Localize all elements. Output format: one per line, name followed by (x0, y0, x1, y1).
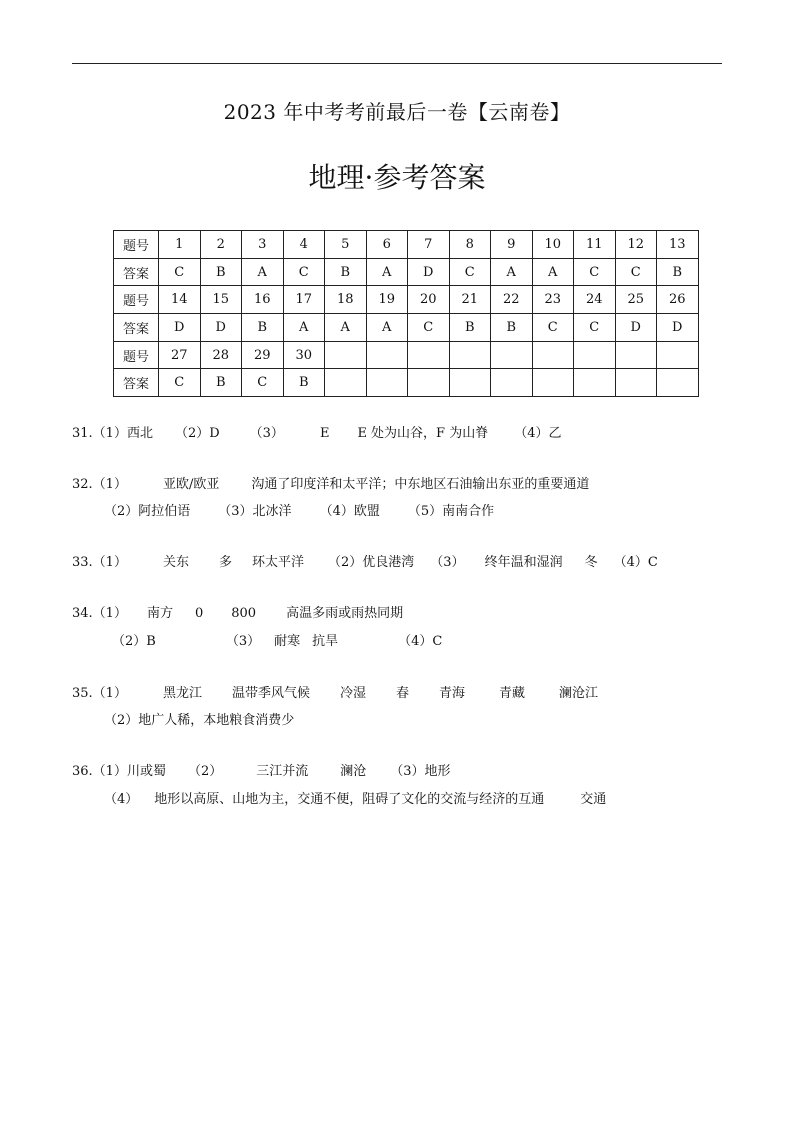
table-cell: 2 (200, 231, 242, 259)
answer-35-part: 黑龙江 (162, 686, 202, 701)
row-label: 题号 (114, 341, 159, 369)
table-cell (491, 369, 533, 397)
table-cell: C (574, 314, 616, 342)
table-cell: 22 (491, 286, 533, 314)
table-cell: A (366, 258, 408, 286)
table-cell: C (159, 369, 201, 397)
answer-32-line1 (72, 473, 589, 492)
table-cell: 15 (200, 286, 242, 314)
table-cell: B (242, 314, 284, 342)
page-subtitle: 地理·参考答案 (308, 161, 486, 194)
table-cell (366, 369, 408, 397)
table-cell: D (408, 258, 450, 286)
table-cell: C (159, 258, 201, 286)
table-cell: 3 (242, 231, 284, 259)
table-cell (615, 369, 657, 397)
table-cell: 16 (242, 286, 284, 314)
answer-32-part: （2）阿拉伯语 (104, 504, 191, 519)
answer-31 (72, 422, 562, 441)
table-cell: 23 (532, 286, 574, 314)
table-cell: B (283, 369, 325, 397)
table-cell: C (408, 314, 450, 342)
table-cell: 20 (408, 286, 450, 314)
table-cell: A (242, 258, 284, 286)
table-cell: B (491, 314, 533, 342)
row-label: 答案 (114, 314, 159, 342)
answer-34-part: （4）C (398, 634, 443, 649)
table-cell (532, 341, 574, 369)
table-cell: B (325, 258, 367, 286)
table-cell (615, 341, 657, 369)
table-cell (657, 341, 699, 369)
answer-31-part: E 处为山谷，F 为山脊 (357, 426, 489, 441)
table-cell: 12 (615, 231, 657, 259)
answer-31-part: E (319, 426, 330, 441)
table-cell: C (532, 314, 574, 342)
table-cell: 21 (449, 286, 491, 314)
table-cell: C (615, 258, 657, 286)
table-cell (532, 369, 574, 397)
table-row (114, 341, 699, 369)
answer-36-part: （2） (187, 764, 223, 779)
table-cell (449, 341, 491, 369)
table-cell (449, 369, 491, 397)
answer-36-part: （4） (104, 792, 139, 807)
answer-34-part: （3） (225, 634, 261, 649)
answer-34-part: 800 (231, 606, 257, 621)
table-cell: 26 (657, 286, 699, 314)
table-cell: A (325, 314, 367, 342)
answer-33-part: （4）C (613, 555, 658, 570)
table-cell: D (657, 314, 699, 342)
answer-36-part: 交通 (580, 792, 607, 807)
answer-35-part: 温带季风气候 (231, 686, 310, 701)
table-cell: 29 (242, 341, 284, 369)
answer-35-line1 (72, 682, 598, 701)
table-cell: 25 (615, 286, 657, 314)
answer-34-part: 抗旱 (312, 634, 339, 649)
header-rule (72, 63, 722, 64)
answer-table (113, 230, 699, 397)
answer-35-part: 春 (396, 686, 410, 701)
table-cell: A (366, 314, 408, 342)
table-cell: D (200, 314, 242, 342)
table-cell: 19 (366, 286, 408, 314)
table-cell: 14 (159, 286, 201, 314)
table-cell: 4 (283, 231, 325, 259)
table-cell: C (242, 369, 284, 397)
table-cell: C (283, 258, 325, 286)
answer-33-part: （3） (430, 555, 465, 570)
table-cell: 1 (159, 231, 201, 259)
answer-36-part: 36.（1）川或蜀 (72, 764, 166, 779)
answer-33-part: 冬 (584, 555, 598, 570)
answer-32-part: 沟通了印度洋和太平洋；中东地区石油输出东亚的重要通道 (251, 477, 590, 492)
table-cell: D (615, 314, 657, 342)
answer-31-part: 31.（1）西北 (72, 426, 153, 441)
answer-35-part: 青海 (439, 686, 466, 701)
answer-33-part: 33.（1） (72, 555, 127, 570)
answer-36-part: （3）地形 (390, 764, 451, 779)
answer-32-part: 32.（1） (72, 477, 127, 492)
table-row (114, 286, 699, 314)
answer-34-part: 耐寒 (274, 634, 301, 649)
table-cell: A (532, 258, 574, 286)
answer-36-part: 澜沧 (340, 764, 367, 779)
answer-36-line2 (104, 788, 606, 807)
answer-35-line2 (104, 709, 294, 728)
table-cell: B (200, 258, 242, 286)
answer-34-part: （2）B (112, 634, 156, 649)
answer-31-part: （3） (249, 426, 284, 441)
table-cell (408, 341, 450, 369)
answer-33-part: 环太平洋 (251, 555, 304, 570)
table-cell: 30 (283, 341, 325, 369)
answer-35-part: （2）地广人稀，本地粮食消费少 (104, 713, 295, 728)
table-row (114, 369, 699, 397)
table-row (114, 314, 699, 342)
table-cell: B (200, 369, 242, 397)
table-cell: 24 (574, 286, 616, 314)
table-cell: 5 (325, 231, 367, 259)
table-cell (657, 369, 699, 397)
table-cell: 18 (325, 286, 367, 314)
answer-36-line1 (72, 760, 451, 779)
answer-33-part: （2）优良港湾 (328, 555, 415, 570)
table-cell: 28 (200, 341, 242, 369)
table-cell (574, 341, 616, 369)
answer-33 (72, 551, 658, 570)
answer-34-line2 (112, 630, 442, 649)
table-cell: 8 (449, 231, 491, 259)
table-cell: 9 (491, 231, 533, 259)
table-cell (491, 341, 533, 369)
table-cell: D (159, 314, 201, 342)
table-cell: 11 (574, 231, 616, 259)
table-cell (408, 369, 450, 397)
answer-33-part: 关东 (162, 555, 189, 570)
table-row (114, 231, 699, 259)
table-cell: 7 (408, 231, 450, 259)
answer-33-part: 多 (218, 555, 232, 570)
page-title: 2023 年中考考前最后一卷【云南卷】 (223, 100, 571, 124)
table-row (114, 258, 699, 286)
table-cell: A (283, 314, 325, 342)
answer-31-part: （4）乙 (514, 426, 562, 441)
row-label: 答案 (114, 369, 159, 397)
answer-35-part: 35.（1） (72, 686, 127, 701)
row-label: 题号 (114, 286, 159, 314)
answer-33-part: 终年温和湿润 (484, 555, 563, 570)
row-label: 答案 (114, 258, 159, 286)
table-cell: B (657, 258, 699, 286)
answer-34-part: 南方 (146, 606, 173, 621)
answer-34-part: 0 (194, 606, 204, 621)
table-cell: A (491, 258, 533, 286)
answer-34-part: 34.（1） (72, 606, 127, 621)
answer-36-part: 三江并流 (256, 764, 309, 779)
table-cell: 13 (657, 231, 699, 259)
table-cell (325, 341, 367, 369)
answer-35-part: 澜沧江 (559, 686, 599, 701)
table-cell: 27 (159, 341, 201, 369)
table-cell: 10 (532, 231, 574, 259)
table-cell: B (449, 314, 491, 342)
table-cell: C (449, 258, 491, 286)
answer-35-part: 冷湿 (339, 686, 366, 701)
answer-34-line1 (72, 602, 403, 621)
answer-35-part: 青藏 (499, 686, 526, 701)
answer-36-part: 地形以高原、山地为主，交通不便，阻碍了文化的交流与经济的互通 (154, 792, 545, 807)
row-label: 题号 (114, 231, 159, 259)
table-cell: C (574, 258, 616, 286)
table-cell (366, 341, 408, 369)
answer-32-part: 亚欧/欧亚 (162, 477, 220, 492)
answer-32-part: （5）南南合作 (407, 504, 495, 519)
answer-32-line2 (104, 500, 494, 519)
table-cell (574, 369, 616, 397)
table-cell (325, 369, 367, 397)
table-cell: 17 (283, 286, 325, 314)
answer-31-part: （2）D (174, 426, 220, 441)
table-cell: 6 (366, 231, 408, 259)
answer-32-part: （3）北冰洋 (218, 504, 292, 519)
answer-32-part: （4）欧盟 (319, 504, 380, 519)
answer-34-part: 高温多雨或雨热同期 (286, 606, 404, 621)
